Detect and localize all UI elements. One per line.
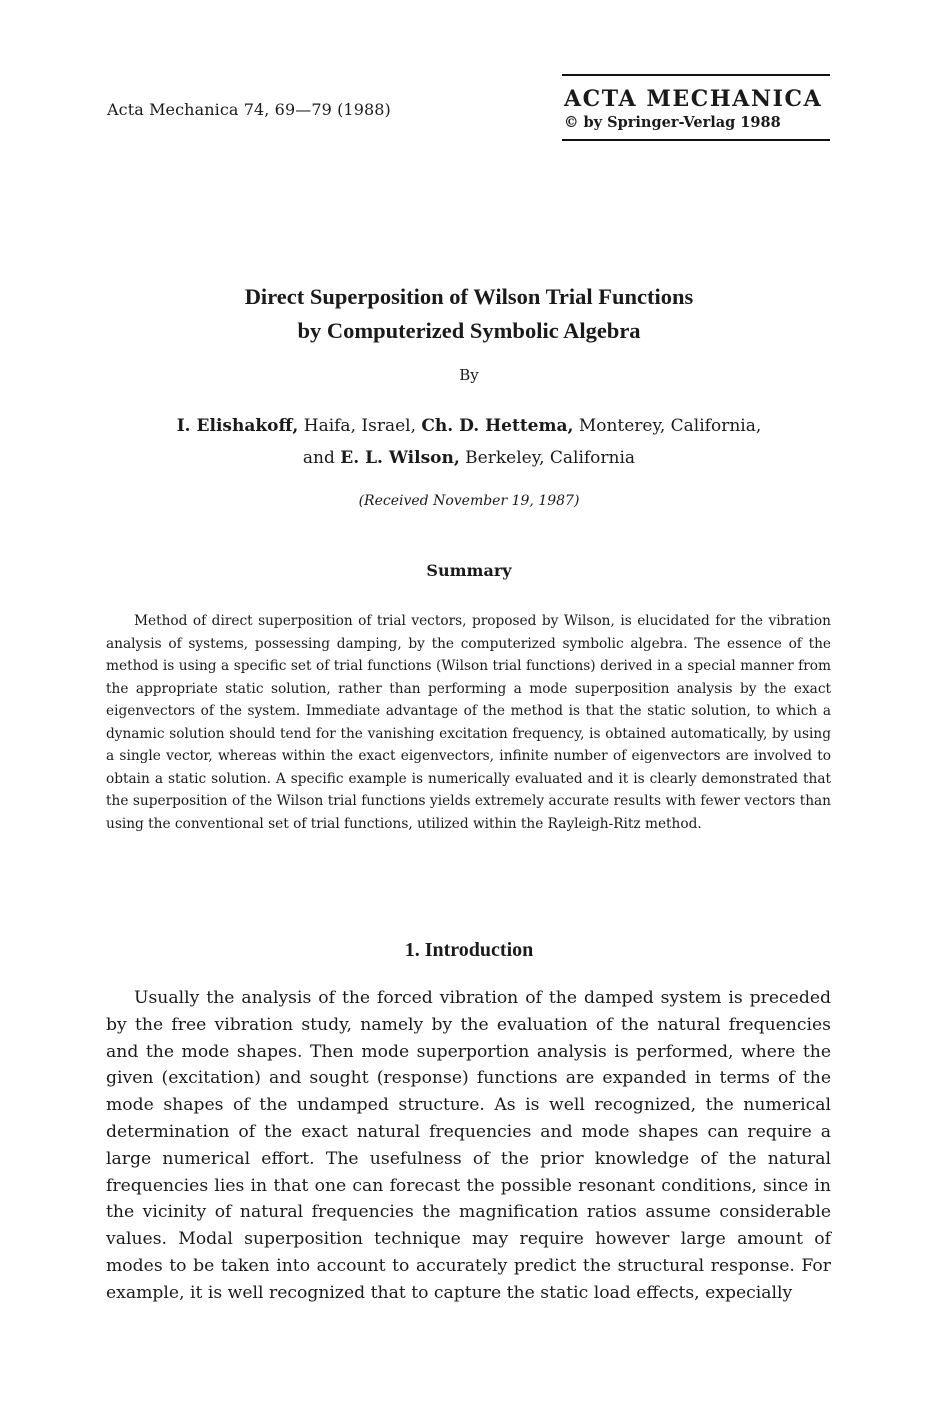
- copyright-line: © by Springer-Verlag 1988: [564, 114, 781, 131]
- author-affiliation: Monterey, California,: [573, 416, 762, 436]
- author-name: I. Elishakoff,: [176, 416, 299, 436]
- article-title: [0, 280, 938, 348]
- title-line-2: by Computerized Symbolic Algebra: [297, 318, 641, 343]
- author-affiliation: Berkeley, California: [459, 448, 636, 468]
- journal-masthead: [562, 74, 830, 141]
- summary-heading: Summary: [426, 561, 512, 580]
- summary-paragraph: Method of direct superposition of trial vectors, proposed by Wilson, is elucidated for the vibration analysis of systems, possessing damping, by the computerized symbolic algebra. The essence of the method is using a specific set of trial functions (Wilson trial functions) derived in a special manner from the appropriate static solution, rather than performing a mode superposition analysis by the exact eigenvectors of the system. Immediate advantage of the method is that the static solution, to which a dynamic solution should tend for the vanishing excitation frequency, is obtained automatically, by using a single vector, whereas within the exact eigenvectors, infinite number of eigenvectors are involved to obtain a static solution. A specific example is numerically evaluated and it is clearly demonstrated that the superposition of the Wilson trial functions yields extremely accurate results with fewer vectors than using the conventional set of trial functions, utilized within the Rayleigh-Ritz method.: [106, 613, 831, 832]
- author-conjunction: and: [302, 448, 341, 468]
- author-affiliation: Haifa, Israel,: [298, 416, 422, 436]
- received-date: (Received November 19, 1987): [358, 493, 580, 509]
- introduction-heading: 1. Introduction: [404, 939, 534, 961]
- introduction-paragraph: Usually the analysis of the forced vibration of the damped system is preceded by the free vibration study, namely by the evaluation of the natural frequencies and the mode shapes. Then mode superportion analysis is performed, where the given (excitation) and sought (response) functions are expanded in terms of the mode shapes of the undamped structure. As is well recognized, the numerical determination of the exact natural frequencies and mode shapes can require a large numerical effort. The usefulness of the prior knowledge of the natural frequencies lies in that one can forecast the possible resonant conditions, since in the vicinity of natural frequencies the magnification ratios assume considerable values. Modal superposition technique may require however large amount of modes to be taken into account to accurately predict the structural response. For example, it is well recognized that to capture the static load effects, expecially: [106, 988, 831, 1303]
- author-name: Ch. D. Hettema,: [421, 416, 574, 436]
- author-name: E. L. Wilson,: [340, 448, 460, 468]
- authors-line-1: [0, 410, 938, 442]
- journal-citation: Acta Mechanica 74, 69—79 (1988): [107, 100, 391, 119]
- author-list: [0, 410, 938, 474]
- title-line-1: Direct Superposition of Wilson Trial Functions: [244, 284, 694, 309]
- journal-name: ACTA MECHANICA: [564, 86, 823, 112]
- by-line: By: [459, 366, 479, 384]
- authors-line-2: [0, 442, 938, 474]
